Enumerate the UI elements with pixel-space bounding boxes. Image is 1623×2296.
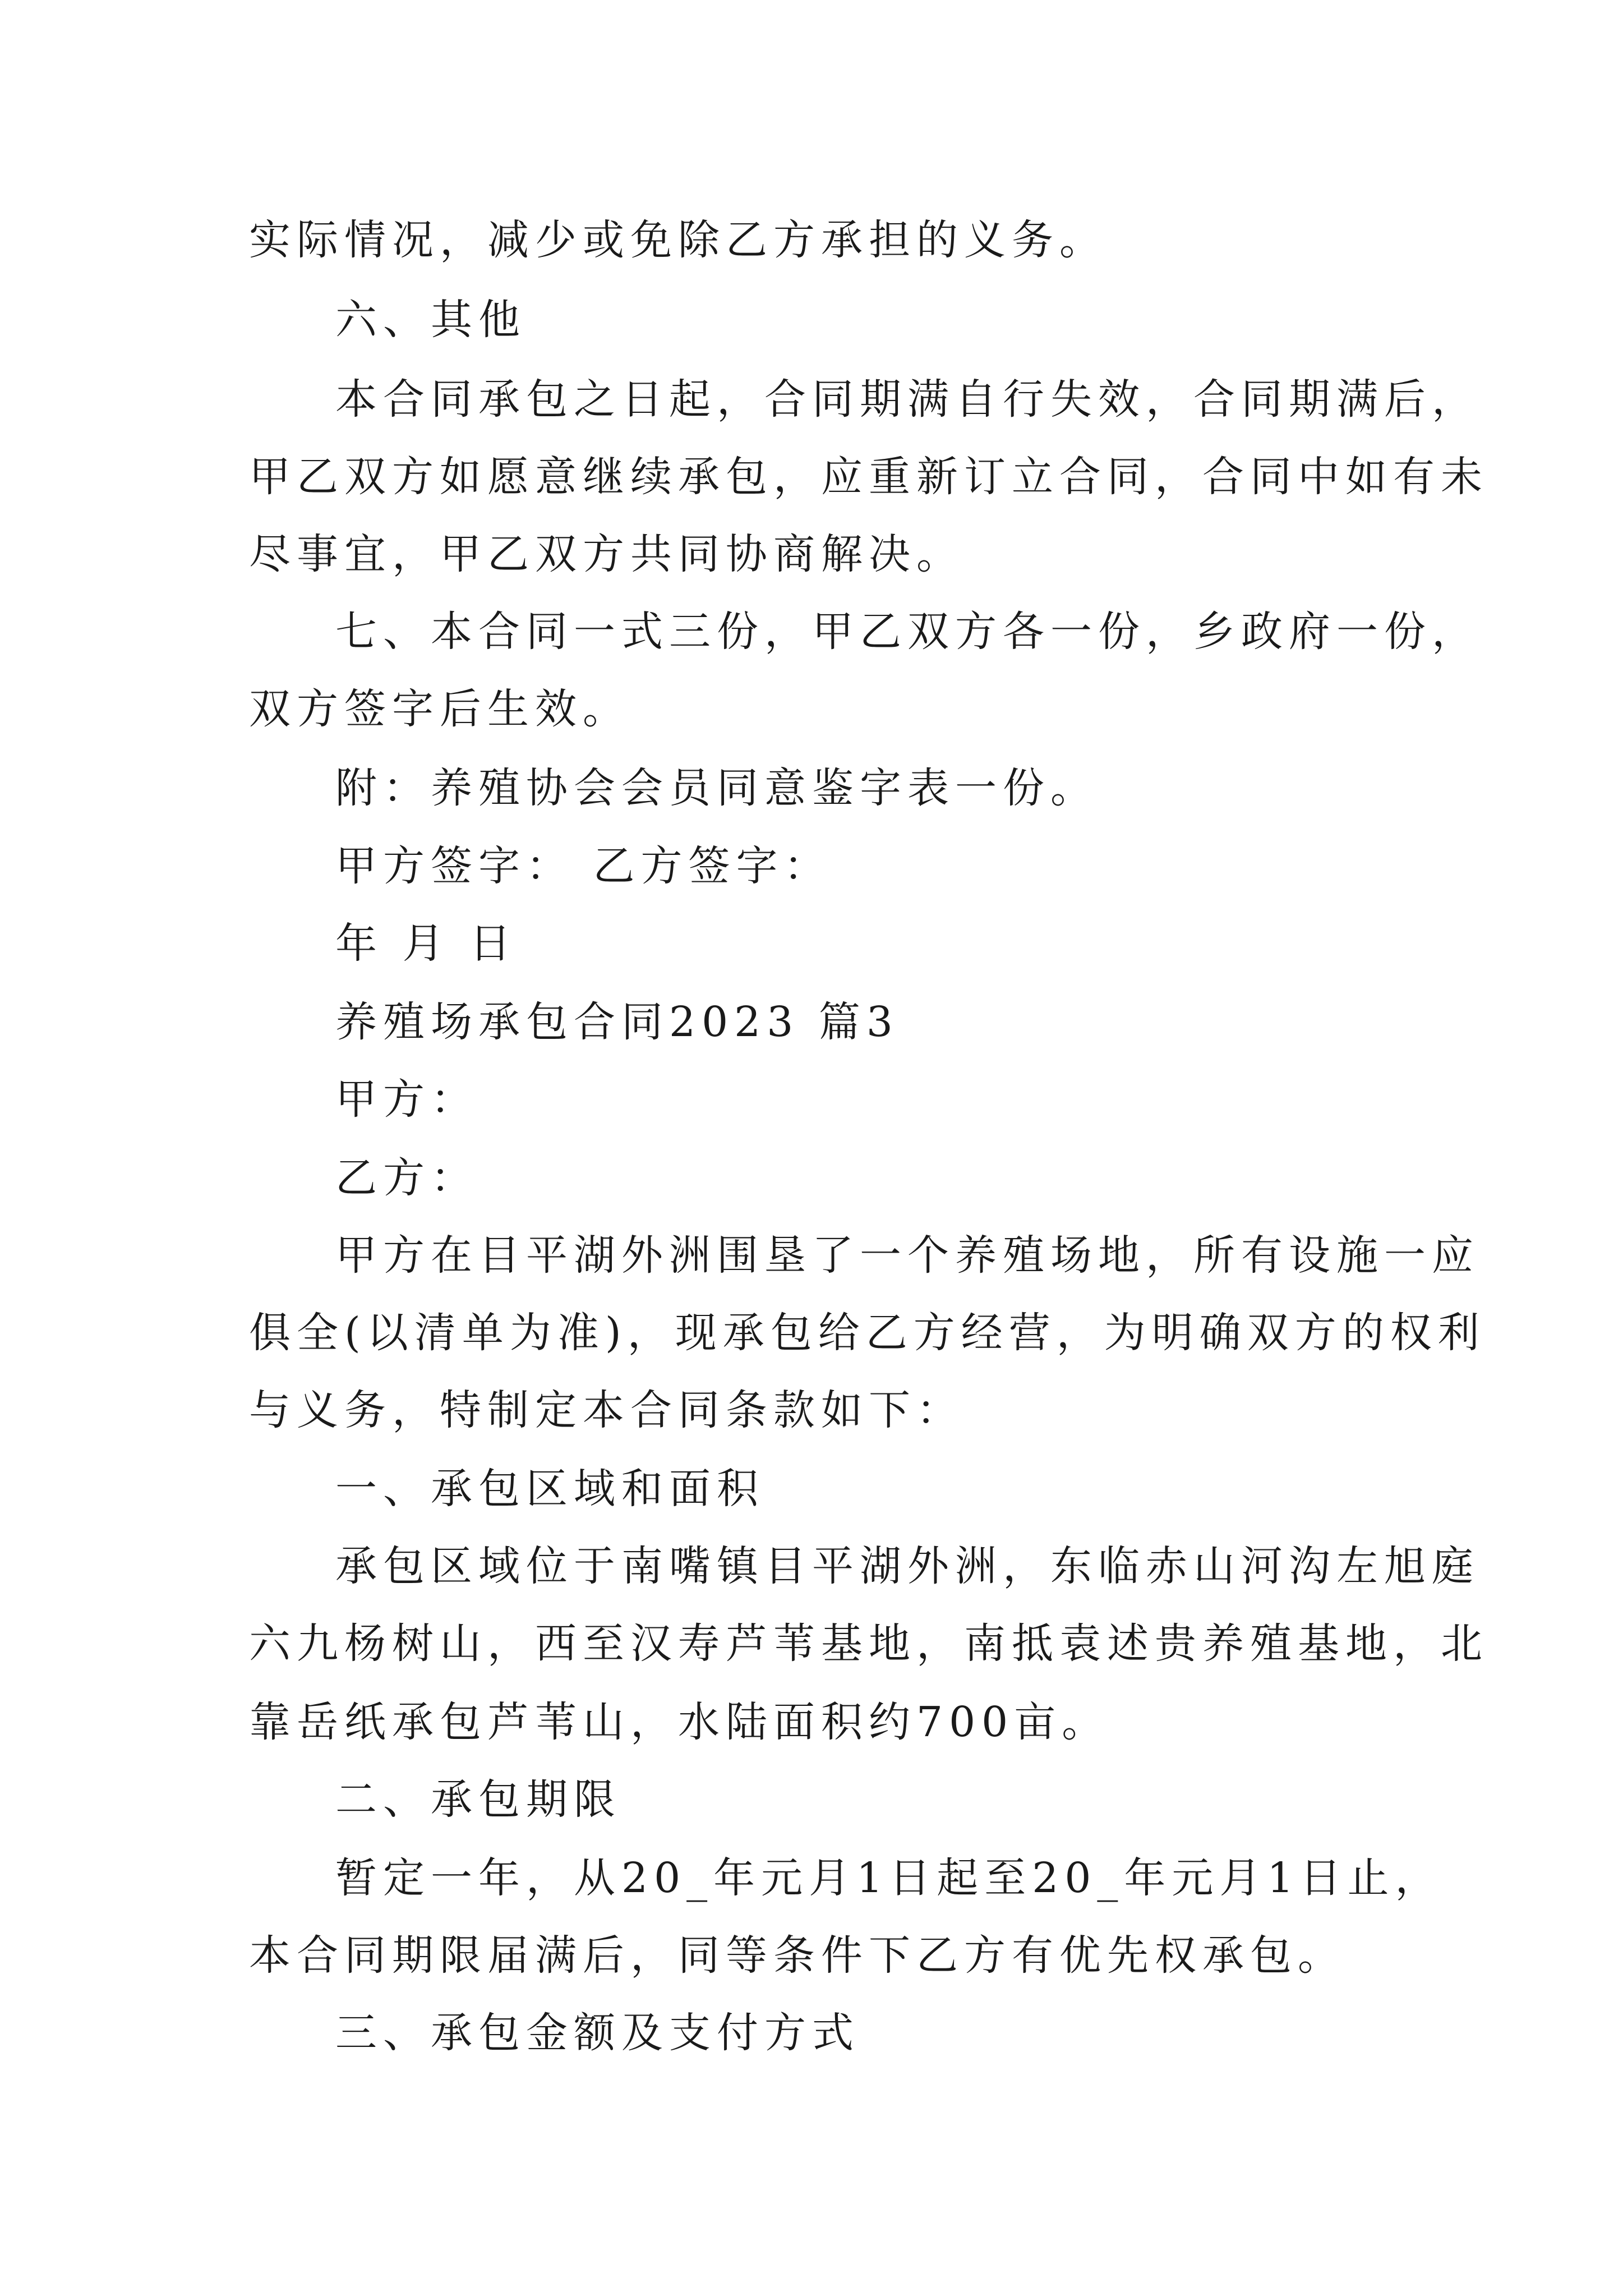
section-heading: 一、承包区域和面积 [335,1465,764,1513]
paragraph-line: 七、本合同一式三份，甲乙双方各一份，乡政府一份， [335,608,1479,656]
paragraph-line: 与义务，特制定本合同条款如下： [249,1386,964,1434]
section-title: 养殖场承包合同2023 篇3 [335,998,899,1046]
paragraph-line: 双方签字后生效。 [249,685,630,733]
paragraph-line: 尽事宜，甲乙双方共同协商解决。 [249,530,964,578]
paragraph-line: 附：养殖协会会员同意鉴字表一份。 [335,764,1098,812]
section-heading: 二、承包期限 [335,1775,621,1824]
paragraph-line: 甲方在目平湖外洲围垦了一个养殖场地，所有设施一应 [335,1231,1479,1280]
signature-line: 甲方签字： 乙方签字： [335,842,832,890]
paragraph-line: 暂定一年，从20_年元月1日起至20_年元月1日止， [335,1854,1443,1902]
party-b-line: 乙方： [335,1154,478,1202]
paragraph-line: 靠岳纸承包芦苇山，水陆面积约700亩。 [249,1698,1110,1746]
paragraph-line: 俱全(以清单为准)，现承包给乙方经营，为明确双方的权利 [249,1309,1486,1357]
paragraph-line: 承包区域位于南嘴镇目平湖外洲，东临赤山河沟左旭庭 [335,1542,1479,1590]
party-a-line: 甲方： [335,1075,478,1124]
section-heading: 六、其他 [335,296,526,344]
date-line: 年 月 日 [335,919,518,968]
paragraph-line: 本合同承包之日起，合同期满自行失效，合同期满后， [335,375,1479,424]
paragraph-line: 本合同期限届满后，同等条件下乙方有优先权承包。 [249,1931,1345,1980]
section-heading: 三、承包金额及支付方式 [335,2009,860,2057]
paragraph-line: 实际情况，减少或免除乙方承担的义务。 [249,216,1107,264]
paragraph-line: 六九杨树山，西至汉寿芦苇基地，南抵袁述贵养殖基地，北 [249,1619,1488,1668]
paragraph-line: 甲乙双方如愿意继续承包，应重新订立合同，合同中如有未 [249,453,1488,501]
